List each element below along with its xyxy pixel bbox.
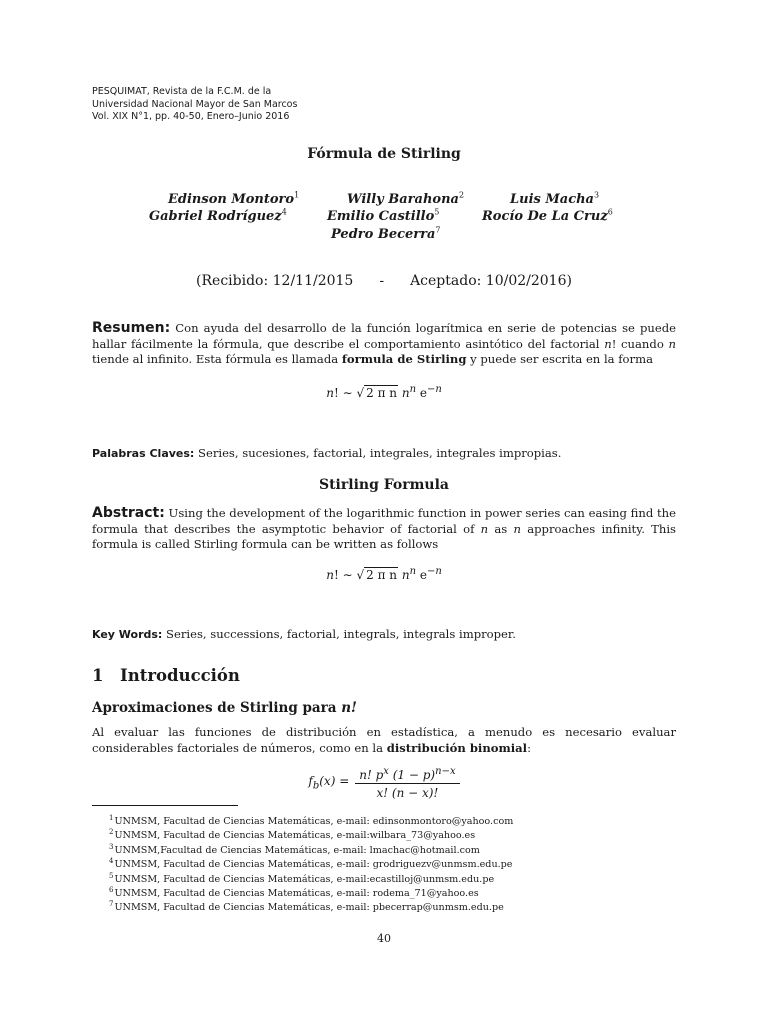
paper-title: Fórmula de Stirling	[307, 146, 461, 162]
footnote-text: UNMSM, Facultad de Ciencias Matemáticas, e-mail: rodema_71@yahoo.es	[114, 888, 479, 900]
english-title: Stirling Formula	[318, 477, 450, 493]
footnote	[109, 871, 513, 885]
abstract-text: approaches infinity. This formula is called Stirling formula can be written as follows	[92, 521, 676, 552]
author-name: Emilio Castillo	[327, 209, 435, 224]
math-var: n	[409, 384, 417, 395]
keywords-es	[92, 446, 676, 462]
formula-text: ! ∼	[333, 386, 357, 400]
author-name: Luis Macha	[510, 192, 594, 207]
footnotes	[109, 813, 513, 914]
resumen-text: Con ayuda del desarrollo de la función logarítmica en serie de potencias se puede hallar fácilmente la fórmula, que describe el comportamiento asintótico del factorial	[92, 321, 676, 351]
binomial-formula	[0, 766, 768, 800]
author	[347, 192, 464, 207]
keywords-en	[92, 627, 676, 643]
abstract-paragraph	[92, 506, 676, 553]
math-var: −n	[426, 566, 442, 577]
math-var: n	[326, 386, 334, 400]
footnote-text: UNMSM,Facultad de Ciencias Matemáticas, e-mail: lmachac@hotmail.com	[114, 844, 480, 856]
root-content: 2 π n	[366, 386, 398, 400]
page-number: 40	[377, 932, 391, 945]
root-sign: √	[356, 386, 365, 400]
math-var: n	[401, 568, 410, 582]
submission-dates	[0, 273, 768, 289]
author-name: Willy Barahona	[347, 192, 459, 207]
accepted-date: Aceptado: 10/02/2016)	[410, 273, 572, 289]
author-mark: 5	[434, 207, 440, 217]
resumen-label: Resumen:	[92, 320, 171, 336]
date-separator: -	[379, 273, 385, 289]
root-sign: √	[356, 568, 365, 582]
intro-text: Al evaluar las funciones de distribución en estadística, a menudo es necesario evaluar considerables factoriales de números, como en la	[92, 725, 676, 755]
intro-text: :	[527, 740, 531, 755]
journal-header-line: PESQUIMAT, Revista de la F.C.M. de la	[92, 86, 272, 97]
root-content: 2 π n	[366, 568, 398, 582]
abstract-text: Using the development of the logarithmic function in power series can easing find the formula that describes the asymptotic behavior of factorial of	[92, 506, 676, 536]
math-var: n	[409, 566, 417, 577]
abstract-label: Abstract:	[92, 505, 165, 521]
formula-text: ! ∼	[333, 568, 357, 582]
journal-header-line: Vol. XIX N°1, pp. 40-50, Enero–Junio 2016	[92, 111, 290, 122]
stirling-formula	[0, 384, 768, 400]
math-var: n	[513, 521, 521, 536]
footnote	[109, 899, 513, 913]
footnote-text: UNMSM, Facultad de Ciencias Matemáticas, e-mail:wilbara_73@yahoo.es	[114, 830, 476, 842]
footnote-mark: 1	[109, 814, 114, 822]
math-var: n	[604, 336, 612, 351]
author-name: Rocío De La Cruz	[482, 209, 608, 224]
math-var: n	[480, 521, 489, 536]
keywords-label: Palabras Claves:	[92, 447, 195, 460]
formula-lhs	[308, 774, 349, 791]
fraction	[355, 766, 459, 800]
intro-emphasis: distribución binomial	[386, 740, 528, 755]
footnote	[109, 856, 513, 870]
math-var: n	[401, 386, 410, 400]
footnote-mark: 3	[109, 842, 114, 851]
math-var: x	[383, 766, 389, 777]
footnote-mark: 6	[109, 885, 114, 894]
footnote-mark: 2	[109, 828, 114, 837]
journal-header	[92, 86, 297, 124]
math-var: n	[668, 336, 676, 351]
footnote-text: UNMSM, Facultad de Ciencias Matemáticas, e-mail:ecastilloj@unmsm.edu.pe	[114, 873, 495, 885]
author-name: Gabriel Rodríguez	[149, 209, 282, 224]
footnote-rule	[92, 805, 238, 806]
math-var: f	[308, 774, 313, 789]
fraction-numerator	[355, 766, 459, 784]
journal-header-line: Universidad Nacional Mayor de San Marcos	[92, 98, 298, 110]
footnote-mark: 7	[109, 900, 114, 909]
author-mark: 6	[607, 207, 613, 217]
formula-text: x! (n − x)!	[376, 786, 439, 800]
footnote-mark: 5	[109, 871, 114, 880]
keywords-text: Series, successions, factorial, integrals, integrals improper.	[162, 627, 516, 641]
resumen-text: y puede ser escrita en la forma	[466, 352, 653, 367]
intro-paragraph	[92, 725, 676, 756]
author-mark: 7	[435, 225, 441, 235]
abstract-text: as	[488, 521, 514, 536]
author-mark: 2	[458, 190, 465, 200]
fraction-denominator	[373, 784, 443, 800]
received-date: (Recibido: 12/11/2015	[196, 273, 354, 289]
author-name: Edinson Montoro	[168, 192, 295, 207]
subsection-title: Aproximaciones de Stirling para	[92, 700, 342, 716]
author-mark: 4	[281, 207, 287, 217]
footnote-text: UNMSM, Facultad de Ciencias Matemáticas, e-mail: grodriguezv@unmsm.edu.pe	[114, 859, 513, 871]
formula-text: n! p	[359, 768, 384, 782]
stirling-formula	[0, 566, 768, 582]
section-title: Introducción	[120, 666, 240, 685]
formula-text: (x) =	[319, 774, 350, 789]
resumen-text: tiende al infinito. Esta fórmula es llamada	[92, 352, 342, 367]
author	[510, 192, 599, 207]
resumen-text: ! cuando	[611, 336, 669, 351]
formula-text: e	[416, 568, 427, 582]
subsection-heading	[92, 700, 357, 716]
formula-text: e	[416, 386, 427, 400]
footnote-mark: 4	[109, 857, 114, 866]
formula-text: (1 − p)	[388, 768, 436, 782]
footnote	[109, 842, 513, 856]
author	[331, 227, 441, 242]
author-mark: 1	[294, 190, 300, 200]
resumen-emphasis: formula de Stirling	[341, 352, 467, 367]
footnote-text: UNMSM, Facultad de Ciencias Matemáticas, e-mail: pbecerrap@unmsm.edu.pe	[114, 902, 504, 914]
math-var: n!	[341, 700, 357, 716]
author	[482, 209, 613, 224]
author-mark: 3	[593, 190, 600, 200]
math-var: n	[326, 568, 334, 582]
footnote-text: UNMSM, Facultad de Ciencias Matemáticas, e-mail: edinsonmontoro@yahoo.com	[114, 816, 514, 828]
footnote	[109, 813, 513, 827]
author	[168, 192, 299, 207]
author-name: Pedro Becerra	[331, 227, 436, 242]
footnote	[109, 885, 513, 899]
section-heading	[92, 666, 240, 685]
author	[327, 209, 439, 224]
math-var: n−x	[435, 766, 456, 777]
math-var: −n	[426, 384, 442, 395]
keywords-text: Series, sucesiones, factorial, integrales, integrales impropias.	[194, 446, 562, 460]
footnote	[109, 827, 513, 841]
author	[149, 209, 287, 224]
keywords-label: Key Words:	[92, 628, 163, 641]
math-var: b	[312, 780, 320, 792]
section-number: 1	[92, 666, 104, 685]
resumen-paragraph	[92, 321, 676, 368]
